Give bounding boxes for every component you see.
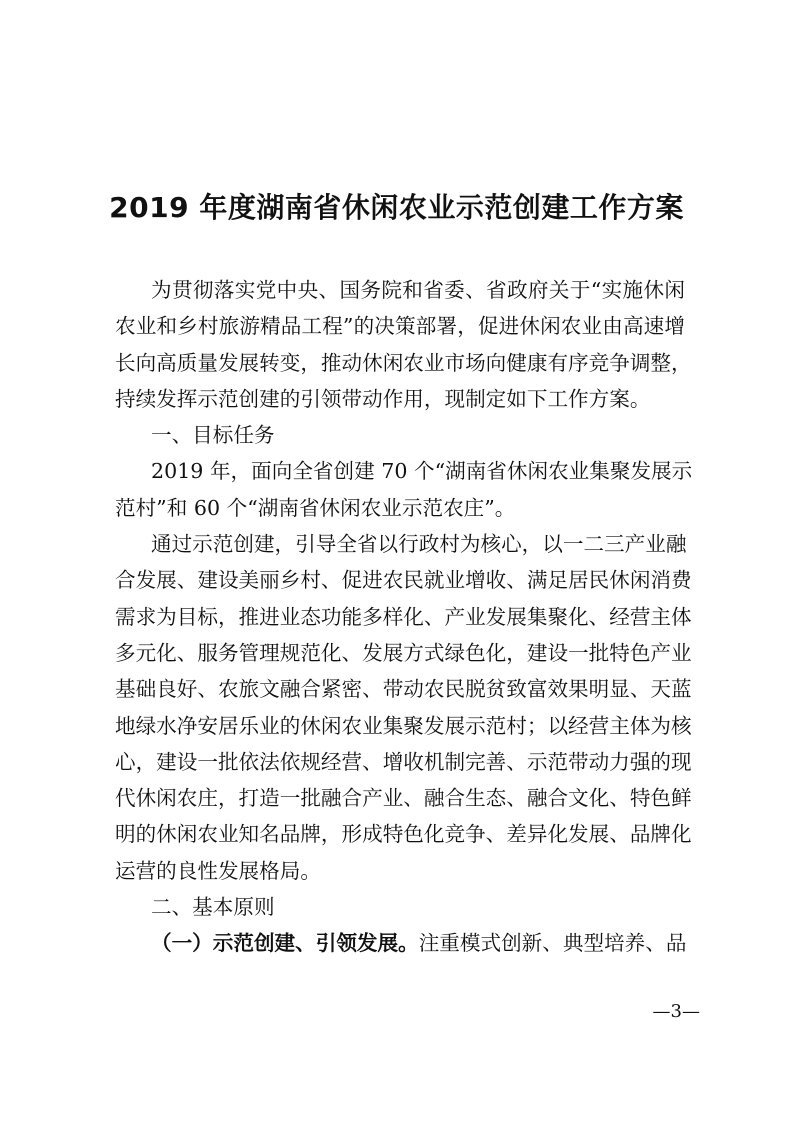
text-line: 基础良好、农旅文融合紧密、带动农民脱贫致富效果明显、天蓝 (115, 677, 692, 702)
section-heading-principles: 二、基本原则 (151, 895, 275, 920)
text-line (115, 925, 685, 961)
goals-paragraph-2 (115, 526, 692, 889)
text-line: 心，建设一批依法依规经营、增收机制完善、示范带动力强的现 (115, 749, 692, 774)
text-line: 通过示范创建，引导全省以行政村为核心，以一二三产业融 (151, 532, 687, 557)
text-line: 农业和乡村旅游精品工程”的决策部署，促进休闲农业由高速增 (115, 314, 685, 339)
text-line: 范村”和 60 个“湖南省休闲农业示范农庄”。 (115, 495, 516, 520)
goals-paragraph-1 (115, 453, 693, 526)
page-number: —3— (652, 1001, 700, 1022)
text-line: 地绿水净安居乐业的休闲农业集聚发展示范村；以经营主体为核 (115, 713, 692, 738)
text-line: 为贯彻落实党中央、国务院和省委、省政府关于“实施休闲 (151, 278, 685, 302)
text-line: 代休闲农庄，打造一批融合产业、融合生态、融合文化、特色鲜 (115, 786, 692, 811)
text-line: 2019 年，面向全省创建 70 个“湖南省休闲农业集聚发展示 (151, 459, 693, 484)
principle-lead: （一）示范创建、引领发展。 (151, 931, 419, 956)
text-line: 合发展、建设美丽乡村、促进农民就业增收、满足居民休闲消费 (115, 568, 692, 593)
text-line: 多元化、服务管理规范化、发展方式绿色化，建设一批特色产业 (115, 640, 692, 665)
text-line: 明的休闲农业知名品牌，形成特色化竞争、差异化发展、品牌化 (115, 822, 692, 847)
text-line: 运营的良性发展格局。 (115, 858, 321, 883)
section-heading-goals: 一、目标任务 (151, 423, 275, 448)
document-title: 2019 年度湖南省休闲农业示范创建工作方案 (109, 191, 684, 224)
text-line: 需求为目标，推进业态功能多样化、产业发展集聚化、经营主体 (115, 604, 692, 629)
principle-item-1 (115, 925, 685, 961)
text-line: 持续发挥示范创建的引领带动作用，现制定如下工作方案。 (115, 386, 651, 411)
intro-paragraph (115, 272, 692, 417)
text-line: 长向高质量发展转变，推动休闲农业市场向健康有序竞争调整， (115, 350, 692, 375)
document-body (115, 272, 693, 962)
principle-text: 注重模式创新、典型培养、品 (418, 931, 687, 956)
